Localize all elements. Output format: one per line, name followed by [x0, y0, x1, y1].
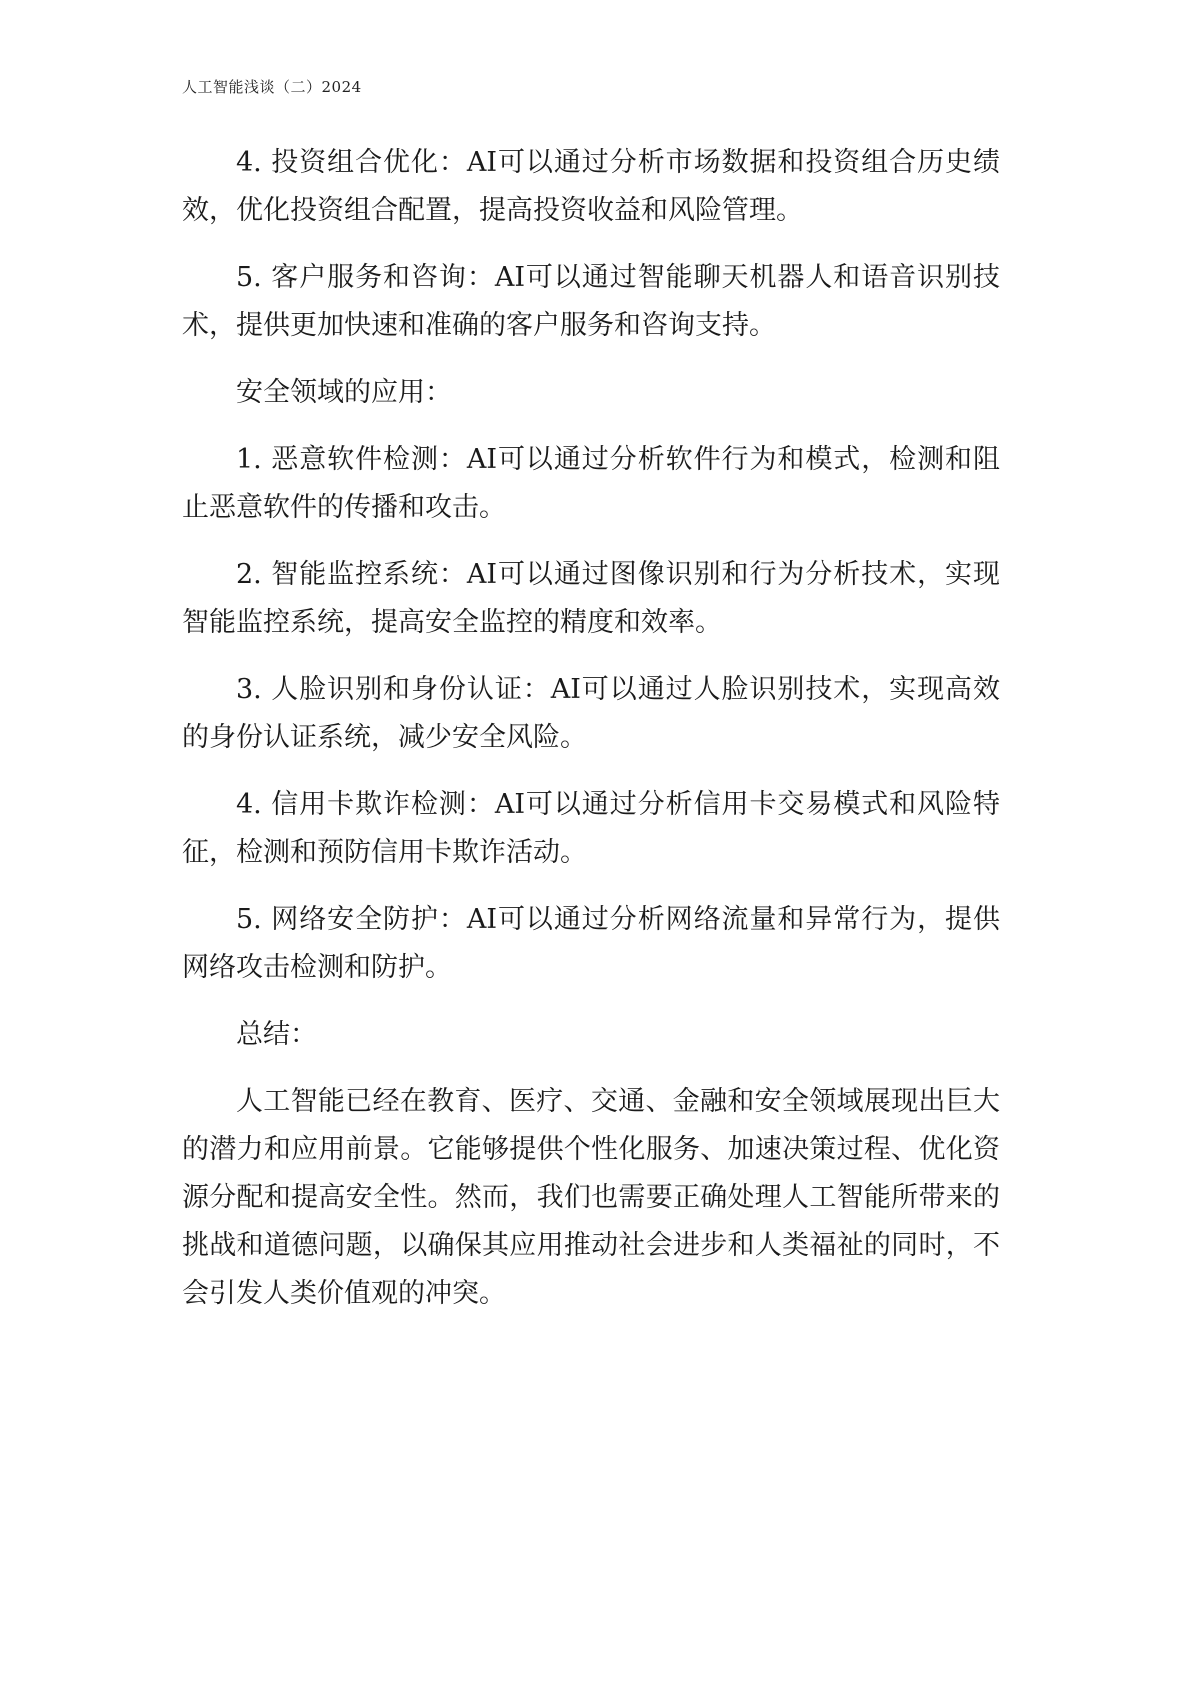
section-heading-summary: 总结：: [236, 1019, 317, 1050]
paragraph-summary: 人工智能已经在教育、医疗、交通、金融和安全领域展现出巨大的潜力和应用前景。它能够提供个性化服务、加速决策过程、优化资源分配和提高安全性。然而，我们也需要正确处理人工智能所带来的挑战和道德问题，以确保其应用推动社会进步和人类福祉的同时，不会引发人类价值观的冲突。: [182, 1086, 1000, 1309]
paragraph-face-recognition: 3. 人脸识别和身份认证：AI可以通过人脸识别技术，实现高效的身份认证系统，减少安全风险。: [182, 674, 1000, 753]
paragraph-smart-surveillance: 2. 智能监控系统：AI可以通过图像识别和行为分析技术，实现智能监控系统，提高安全监控的精度和效率。: [182, 559, 1000, 638]
paragraph-malware-detection: 1. 恶意软件检测：AI可以通过分析软件行为和模式，检测和阻止恶意软件的传播和攻击。: [182, 444, 1000, 523]
running-header: 人工智能浅谈（二）2024: [182, 78, 362, 96]
paragraph-credit-card-fraud: 4. 信用卡欺诈检测：AI可以通过分析信用卡交易模式和风险特征，检测和预防信用卡欺诈活动。: [182, 789, 1000, 868]
paragraph-network-security: 5. 网络安全防护：AI可以通过分析网络流量和异常行为，提供网络攻击检测和防护。: [182, 904, 1000, 983]
paragraph-customer-service: 5. 客户服务和咨询：AI可以通过智能聊天机器人和语音识别技术，提供更加快速和准确的客户服务和咨询支持。: [182, 262, 1000, 341]
document-body: [182, 139, 1000, 1337]
paragraph-investment-optimization: 4. 投资组合优化：AI可以通过分析市场数据和投资组合历史绩效，优化投资组合配置，提高投资收益和风险管理。: [182, 147, 1000, 226]
section-heading-security: 安全领域的应用：: [236, 377, 452, 408]
